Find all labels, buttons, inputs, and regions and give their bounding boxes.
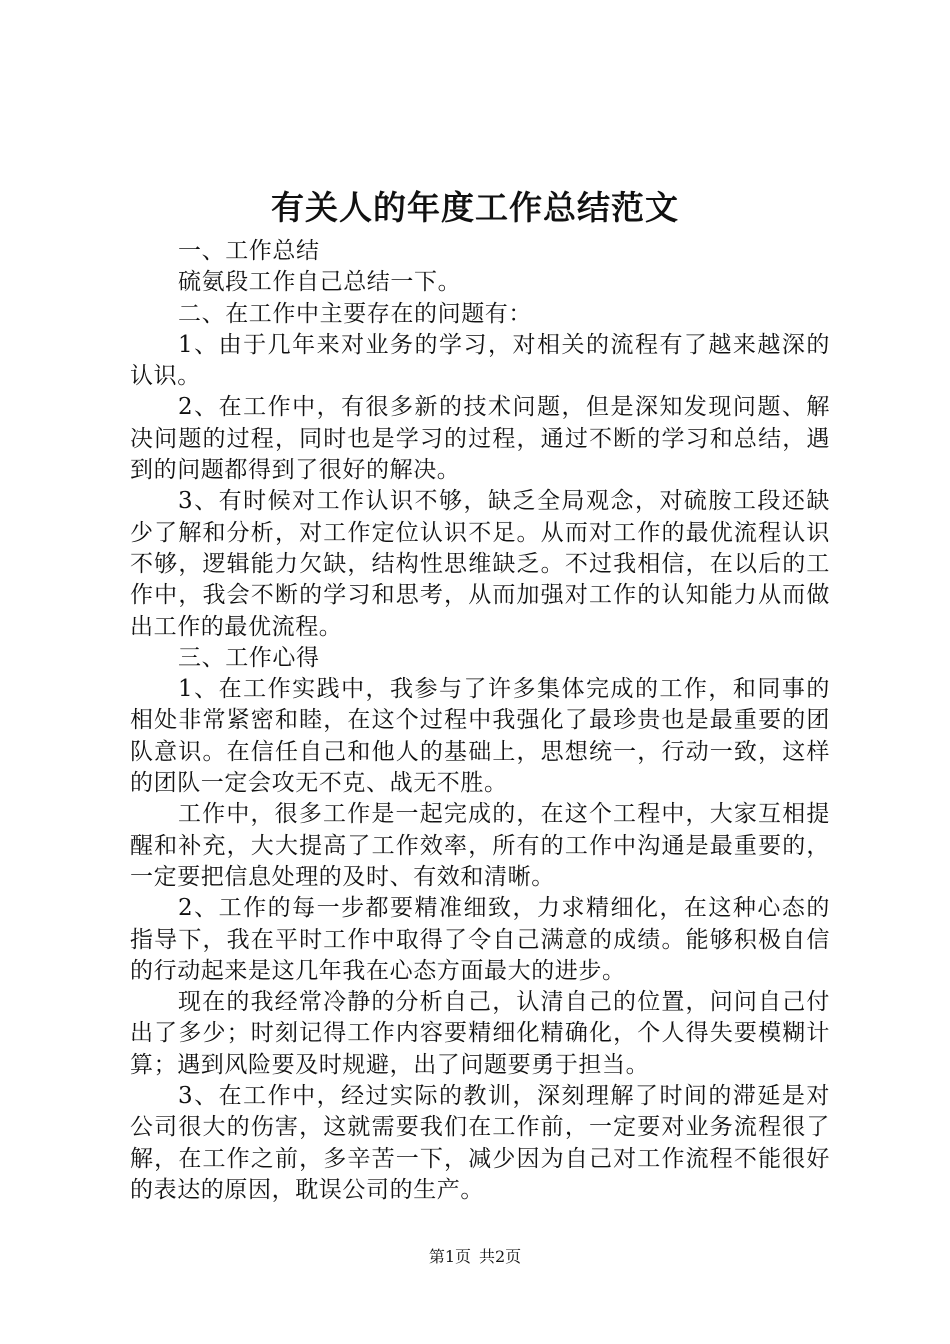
- page-footer: [0, 1246, 950, 1268]
- document-body: [130, 236, 830, 1206]
- paragraph: 2、工作的每一步都要精准细致，力求精细化，在这种心态的指导下，我在平时工作中取得了令自己满意的成绩。能够积极自信的行动起来是这几年我在心态方面最大的进步。: [130, 895, 830, 984]
- paragraph: 现在的我经常冷静的分析自己，认清自己的位置，问问自己付出了多少；时刻记得工作内容要精细化精确化，个人得失要模糊计算；遇到风险要及时规避，出了问题要勇于担当。: [130, 989, 830, 1078]
- paragraph: 工作中，很多工作是一起完成的，在这个工程中，大家互相提醒和补充，大大提高了工作效率，所有的工作中沟通是最重要的，一定要把信息处理的及时、有效和清晰。: [130, 801, 830, 890]
- paragraph: 1、在工作实践中，我参与了许多集体完成的工作，和同事的相处非常紧密和睦，在这个过程中我强化了最珍贵也是最重要的团队意识。在信任自己和他人的基础上，思想统一，行动一致，这样的团队一定会攻无不克、战无不胜。: [130, 676, 830, 797]
- paragraph: 硫氨段工作自己总结一下。: [178, 269, 462, 296]
- paragraph: 3、在工作中，经过实际的教训，深刻理解了时间的滞延是对公司很大的伤害，这就需要我们在工作前，一定要对业务流程很了解，在工作之前，多辛苦一下，减少因为自己对工作流程不能很好的表达的原因，耽误公司的生产。: [130, 1083, 830, 1203]
- section-heading-work-summary: 一、工作总结: [178, 238, 320, 264]
- page-number: 第1页: [428, 1247, 471, 1266]
- section-heading-problems: 二、在工作中主要存在的问题有：: [178, 300, 532, 327]
- document-title: 有关人的年度工作总结范文: [271, 188, 679, 227]
- paragraph: 1、由于几年来对业务的学习，对相关的流程有了越来越深的认识。: [130, 331, 830, 390]
- section-heading-experience: 三、工作心得: [178, 644, 320, 671]
- paragraph: 3、有时候对工作认识不够，缺乏全局观念，对硫胺工段还缺少了解和分析，对工作定位认识不足。从而对工作的最优流程认识不够，逻辑能力欠缺，结构性思维缺乏。不过我相信，在以后的工作中，我会不断的学习和思考，从而加强对工作的认知能力从而做出工作的最优流程。: [130, 488, 830, 640]
- paragraph: 2、在工作中，有很多新的技术问题，但是深知发现问题、解决问题的过程，同时也是学习的过程，通过不断的学习和总结，遇到的问题都得到了很好的解决。: [130, 394, 830, 484]
- page-total: 共2页: [479, 1247, 522, 1266]
